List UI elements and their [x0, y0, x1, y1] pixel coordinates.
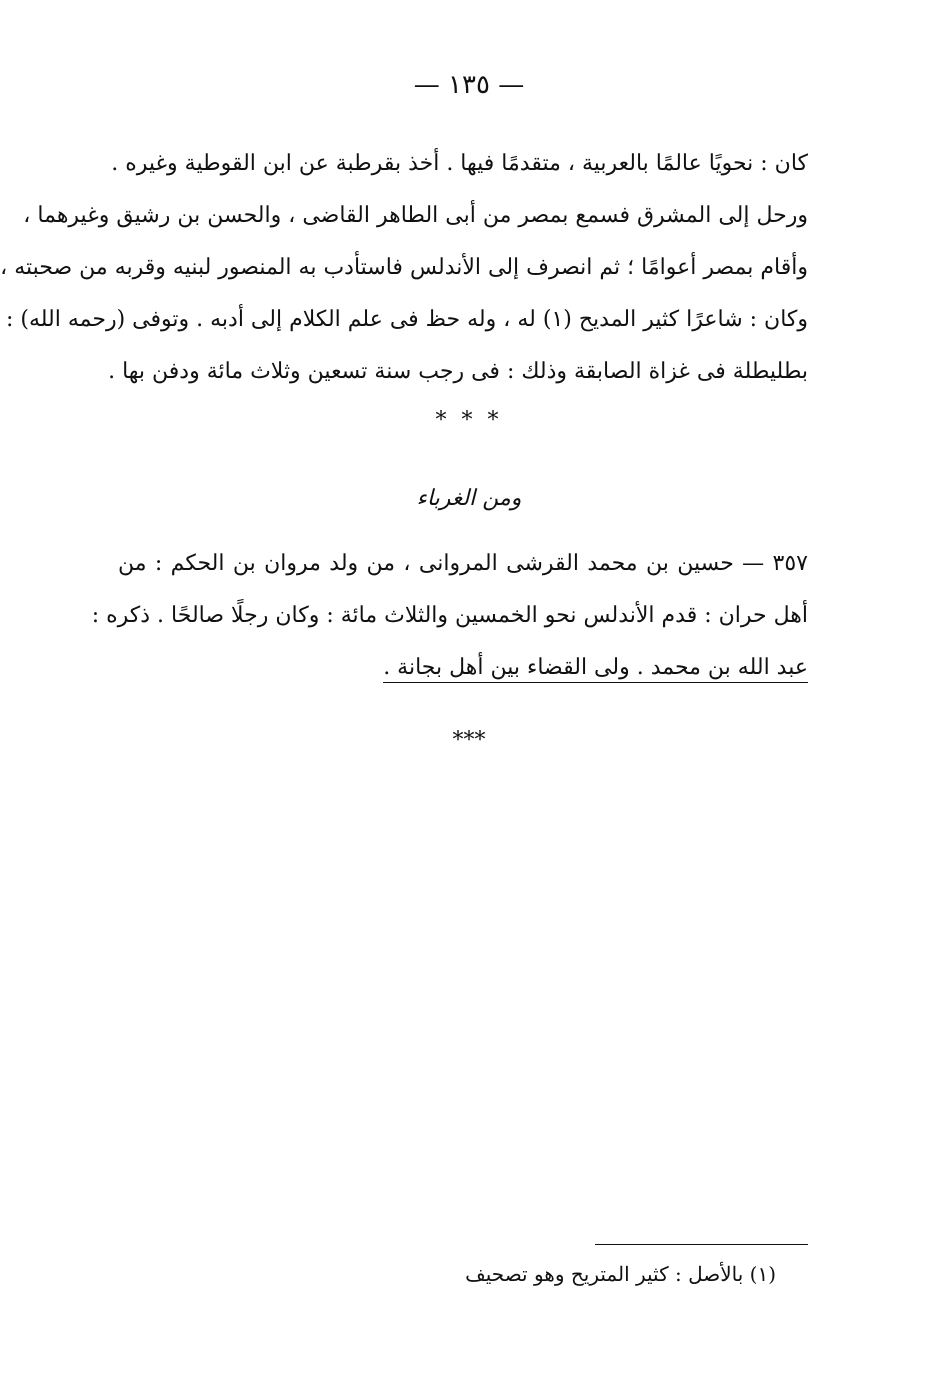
text-line-final — [118, 642, 808, 694]
section-separator: *** — [452, 728, 486, 753]
section-heading: ومن الغرباء — [416, 486, 522, 511]
text-line: وكان : شاعرًا كثير المديح (١) له ، وله حظ فى علم الكلام إلى أدبه . وتوفى (رحمه الله) : — [5, 307, 808, 332]
page-number: — ١٣٥ — — [413, 70, 525, 100]
text-line: ورحل إلى المشرق فسمع بمصر من أبى الطاهر القاضى ، والحسن بن رشيق وغيرهما ، — [23, 203, 808, 228]
underlined-text: عبد الله بن محمد . ولى القضاء بين أهل بجانة . — [383, 655, 808, 683]
text-line: بطليطلة فى غزاة الصابقة وذلك : فى رجب سنة تسعين وثلاث مائة ودفن بها . — [108, 359, 808, 384]
section-separator: * * * — [435, 408, 503, 433]
text-line: أهل حران : قدم الأندلس نحو الخمسين والثلاث مائة : وكان رجلًا صالحًا . ذكره : — [91, 603, 808, 628]
footnote: (١) بالأصل : كثير المتريح وهو تصحيف — [465, 1262, 776, 1286]
text-line: وأقام بمصر أعوامًا ؛ ثم انصرف إلى الأندلس فاستأدب به المنصور لبنيه وقربه من صحبته ، — [0, 255, 808, 280]
biography-entry-continued — [0, 138, 808, 398]
text-line: كان : نحويًا عالمًا بالعربية ، متقدمًا فيها . أخذ بقرطبة عن ابن القوطية وغيره . — [111, 151, 808, 176]
text-line: ٣٥٧ — حسين بن محمد القرشى المروانى ، من ولد مروان بن الحكم : من — [118, 551, 808, 576]
footnote-divider — [595, 1244, 808, 1245]
biography-entry-357 — [91, 538, 808, 694]
